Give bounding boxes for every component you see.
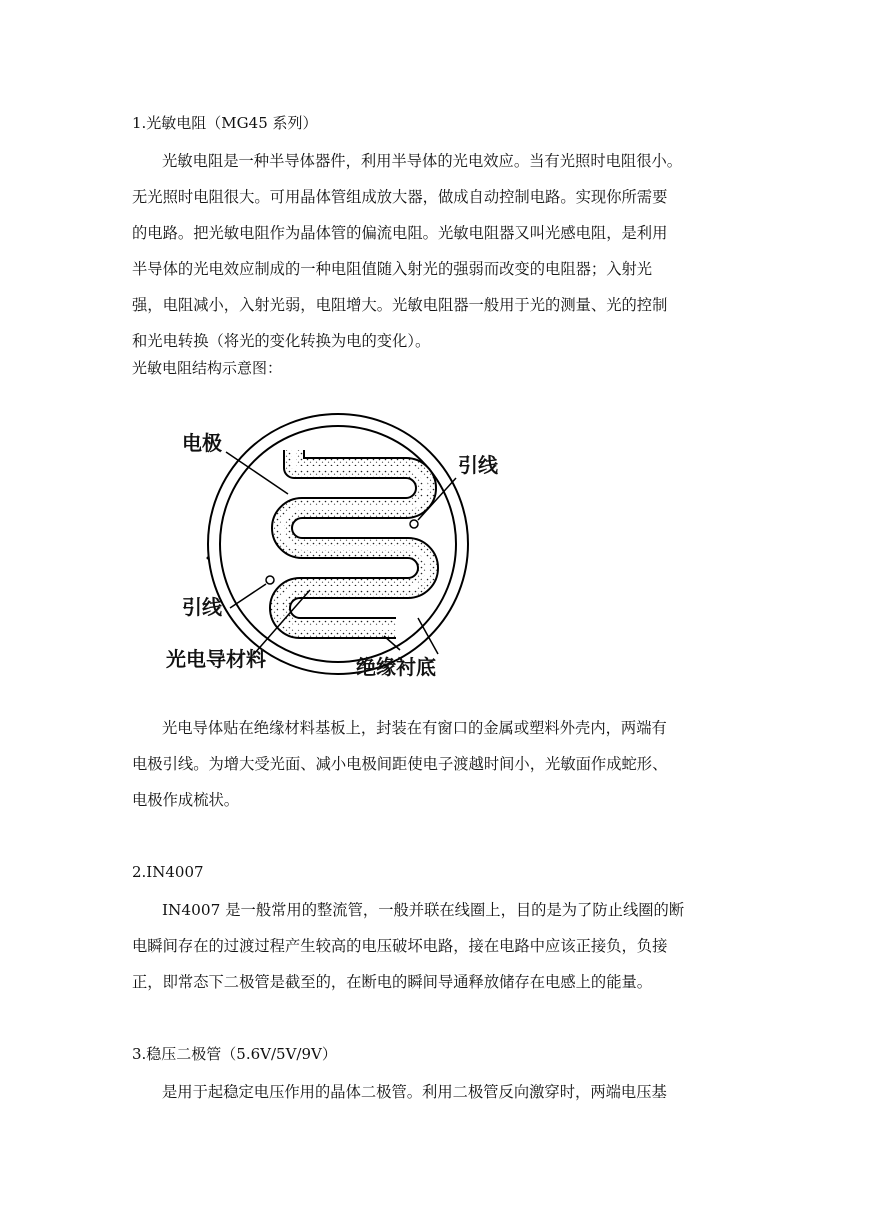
label-electrode: 电极	[182, 431, 222, 455]
photoresistor-structure-diagram	[156, 410, 526, 682]
section-2-heading: 2.IN4007	[132, 863, 204, 881]
text-line: 正，即常态下二极管是截至的，在断电的瞬间导通释放储存在电感上的能量。	[132, 973, 653, 991]
text-line: 光电导体贴在绝缘材料基板上，封装在有窗口的金属或塑料外壳内，两端有	[162, 719, 667, 737]
text-line: 强，电阻减小，入射光弱，电阻增大。光敏电阻器一般用于光的测量、光的控制	[132, 296, 668, 314]
section-1-paragraph-1	[132, 143, 744, 359]
text-line: 光敏电阻是一种半导体器件，利用半导体的光电效应。当有光照时电阻很小。	[162, 152, 683, 170]
figure-caption: 光敏电阻结构示意图：	[132, 359, 283, 377]
text-line: 电极作成梳状。	[132, 791, 240, 809]
text-line: 半导体的光电效应制成的一种电阻值随入射光的强弱而改变的电阻器；入射光	[132, 260, 653, 278]
label-lead-left: 引线	[182, 595, 222, 619]
label-photoconductor: 光电导材料	[166, 647, 266, 671]
section-2-paragraph	[132, 892, 744, 1000]
diagram-svg	[156, 410, 526, 682]
section-1-paragraph-2	[132, 710, 744, 818]
text-line: 是用于起稳定电压作用的晶体二极管。利用二极管反向激穿时，两端电压基	[162, 1083, 667, 1101]
right-lead-terminal	[410, 520, 418, 528]
section-3-heading: 3.稳压二极管（5.6V/5V/9V）	[132, 1045, 337, 1063]
label-substrate: 绝缘衬底	[356, 655, 436, 679]
section-1-heading: 1.光敏电阻（MG45 系列）	[132, 114, 318, 132]
text-line: 电瞬间存在的过渡过程产生较高的电压破坏电路，接在电路中应该正接负，负接	[132, 937, 668, 955]
stray-dot	[207, 557, 210, 560]
label-lead-right: 引线	[458, 453, 498, 477]
left-lead-terminal	[266, 576, 274, 584]
text-line: 无光照时电阻很大。可用晶体管组成放大器，做成自动控制电路。实现你所需要	[132, 188, 668, 206]
section-3-paragraph	[132, 1074, 744, 1110]
text-line: IN4007 是一般常用的整流管，一般并联在线圈上，目的是为了防止线圈的断	[162, 901, 685, 919]
text-line: 电极引线。为增大受光面、减小电极间距使电子渡越时间小，光敏面作成蛇形、	[132, 755, 668, 773]
text-line: 的电路。把光敏电阻作为晶体管的偏流电阻。光敏电阻器又叫光感电阻，是利用	[132, 224, 668, 242]
text-line: 和光电转换（将光的变化转换为电的变化）。	[132, 332, 431, 350]
